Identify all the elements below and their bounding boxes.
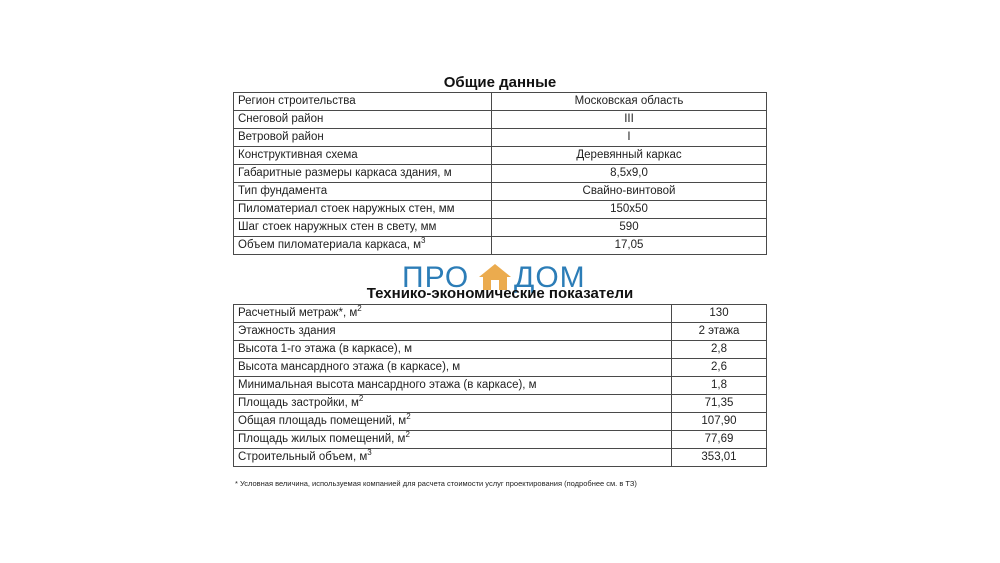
tech-indicators-table — [233, 304, 767, 467]
row-value: 1,8 — [672, 377, 767, 395]
table-row — [234, 93, 767, 111]
table-row — [234, 359, 767, 377]
logo-text-pro: ПРО — [402, 261, 470, 294]
row-label: Регион строительства — [234, 93, 492, 111]
table-row — [234, 201, 767, 219]
row-label: Снеговой район — [234, 111, 492, 129]
table-row — [234, 305, 767, 323]
row-value: 150х50 — [492, 201, 767, 219]
row-value: 17,05 — [492, 237, 767, 255]
row-value: 8,5х9,0 — [492, 165, 767, 183]
row-label: Тип фундамента — [234, 183, 492, 201]
row-value: Свайно-винтовой — [492, 183, 767, 201]
logo-text-dom: ДОМ — [514, 261, 586, 294]
table-row — [234, 431, 767, 449]
row-label: Площадь застройки, $м^2$ — [234, 395, 672, 413]
row-label: Общая площадь помещений, $м^2$ — [234, 413, 672, 431]
table-row — [234, 449, 767, 467]
row-label: Шаг стоек наружных стен в свету, мм — [234, 219, 492, 237]
general-data-title: Общие данные — [443, 74, 557, 91]
table-row — [234, 341, 767, 359]
table-row — [234, 395, 767, 413]
footnote: * Условная величина, используемая компанией для расчета стоимости услуг проектирования (подробнее см. в ТЗ) — [235, 479, 637, 488]
row-value: 71,35 — [672, 395, 767, 413]
row-label: Ветровой район — [234, 129, 492, 147]
row-label: Строительный объем, $м^3$ — [234, 449, 672, 467]
table-row — [234, 147, 767, 165]
row-value: 2,6 — [672, 359, 767, 377]
table-row — [234, 323, 767, 341]
row-value: 2 этажа — [672, 323, 767, 341]
row-value: Московская область — [492, 93, 767, 111]
table-row — [234, 165, 767, 183]
tech-indicators-title: Технико-экономические показатели — [366, 285, 634, 302]
table-row — [234, 237, 767, 255]
general-data-table — [233, 92, 767, 255]
row-value: 107,90 — [672, 413, 767, 431]
table-row — [234, 129, 767, 147]
row-label: Этажность здания — [234, 323, 672, 341]
row-value: 130 — [672, 305, 767, 323]
row-label: Объем пиломатериала каркаса, $м^3$ — [234, 237, 492, 255]
row-label: Площадь жилых помещений, $м^2$ — [234, 431, 672, 449]
row-value: 590 — [492, 219, 767, 237]
row-label: Габаритные размеры каркаса здания, м — [234, 165, 492, 183]
table-row — [234, 377, 767, 395]
row-value: 353,01 — [672, 449, 767, 467]
row-value: Деревянный каркас — [492, 147, 767, 165]
row-label: Конструктивная схема — [234, 147, 492, 165]
row-label: Пиломатериал стоек наружных стен, мм — [234, 201, 492, 219]
row-label: Минимальная высота мансардного этажа (в каркасе), м — [234, 377, 672, 395]
row-value: 2,8 — [672, 341, 767, 359]
table-row — [234, 219, 767, 237]
row-value: III — [492, 111, 767, 129]
table-row — [234, 183, 767, 201]
table-row — [234, 111, 767, 129]
row-value: 77,69 — [672, 431, 767, 449]
table-row — [234, 413, 767, 431]
row-label: Расчетный метраж*, $м^2$ — [234, 305, 672, 323]
row-label: Высота 1-го этажа (в каркасе), м — [234, 341, 672, 359]
row-value: I — [492, 129, 767, 147]
row-label: Высота мансардного этажа (в каркасе), м — [234, 359, 672, 377]
